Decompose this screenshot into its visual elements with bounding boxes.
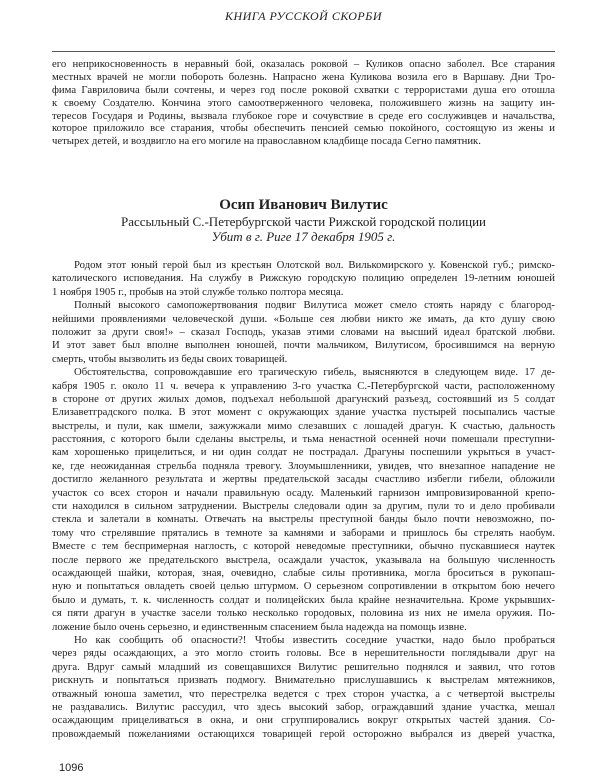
text-line: рискнуть и попытаться призвать подмогу. Внимательно прислушавшись к выстрелам мятежников, — [52, 674, 555, 687]
article-title: Осип Иванович Вилутис — [219, 197, 388, 213]
text-line: тому что стрелявшие прятались в темноте за камнями и заборами и пришлось бы стрелять наобум. — [52, 526, 555, 539]
text-line: достигло желанного результата и жертвы предательской засады счастливо избегли гибели, обложили — [52, 473, 555, 486]
text-line: провождаемый пожеланиями остающихся товарищей герой осторожно выбрался из дверей участка, — [52, 727, 555, 740]
paragraph — [52, 634, 555, 741]
text-line: фима Гавриловича были сочтены, и через год после роковой схватки с террористами душа его отошла — [52, 83, 555, 96]
running-title: КНИГА РУССКОЙ СКОРБИ — [224, 9, 382, 23]
text-line: кабря 1905 г. около 11 ч. вечера к управлению 3-го участка С.-Петербургской части, расположенному — [52, 379, 555, 392]
header-rule — [52, 51, 555, 52]
text-line: смерть, чтобы вызволить из беды своих товарищей. — [52, 352, 288, 365]
text-line: четырех детей, и воздвигло на его могиле на православном кладбище посада Сегно памятник. — [52, 135, 481, 148]
text-line: было и думать, т. к. численность солдат и полицейских была крайне незначительна. Кроме укрывших- — [52, 593, 555, 606]
text-line: осаждающей шайки, которая, зная, очевидно, слабые силы противника, могла броситься в рукопаш- — [52, 566, 555, 579]
text-line: ся пяти драгун в участке засели только несколько городовых, половина из них не имела оружия. По- — [52, 607, 555, 620]
article-subtitle-role: Рассыльный С.-Петербургской части Рижской городской полиции — [120, 214, 487, 229]
text-line: ложение было очень серьезно, и единственным спасением была надежда на помощь извне. — [52, 620, 467, 633]
text-line: в стороне от других жилых домов, подъехал небольшой драгунский разъезд, состоявший из 5 солдат — [52, 392, 555, 405]
page-number: 1096 — [59, 762, 84, 774]
paragraph — [52, 259, 555, 299]
text-line: участок со всех сторон и начали правильную осаду. Маленький гарнизон импровизированной крепо- — [52, 486, 555, 499]
text-line: ке, где неожиданная стрельба подняла тревогу. Злоумышленники, увидев, что внезапное нападение не — [52, 459, 555, 472]
text-line: после первого же предательского выстрела, осаждали участок, указывала на большую численность — [52, 553, 555, 566]
text-line: его неприкосновенность в неравный бой, оказалась роковой – Куликов опасно заболел. Все старания — [52, 58, 555, 70]
text-line: кам хорошенько прицелиться, и ни один солдат не пострадал. Драгуны поспешили укрыться в участ- — [52, 446, 555, 459]
text-line: Елизаветградского полка. В этот момент с окружающих здание участка пустырей посыпались частые — [52, 406, 555, 419]
text-line: положит за други своя!» – сказал Господь, указав этими словами на высший идеал братской любви. — [52, 325, 555, 338]
text-line: отважный юноша заметил, что перестрелка ведется с трех сторон участка, а с четвертой выстрелы — [52, 687, 555, 700]
text-line: расстояния, с которого были сделаны выстрелы, и тьма ненастной осенней ночи помешали преступни- — [52, 433, 555, 446]
text-line: Родом этот юный герой был из крестьян Олотской вол. Вилькомирского у. Ковенской губ.; римско- — [74, 259, 555, 271]
text-line: местных врачей не могли побороть болезнь. Напрасно жена Куликова возила его в Варшаву. Дни Тро- — [52, 70, 555, 83]
article-subtitle-death: Убит в г. Риге 17 декабря 1905 г. — [211, 229, 396, 244]
text-line: 1 ноября 1905 г., пробыв на этой службе только полтора месяца. — [52, 285, 344, 298]
text-line: сти находился в сильном затруднении. Выстрелы следовали один за другим, пули то и дело пробивали — [52, 500, 555, 513]
text-line: Вместе с тем беспримерная наглость, с которой неведомые преступники, обычно пускавшиеся наутек — [52, 540, 555, 553]
text-line: И этот завет был вполне выполнен юношей, почти мальчиком, Вилутисом, бросившимся на верную — [52, 339, 555, 352]
text-line: ную и попытаться овладеть своей целью штурмом. О серьезном сопротивлении в открытом бою нечего — [52, 580, 555, 593]
text-line: к своему Создателю. Кончина этого самоотверженного человека, положившего жизнь на защиту ин- — [52, 96, 555, 109]
article-body — [52, 259, 555, 741]
text-line: друга. Вдруг самый младший из совещавшихся Вилутис решительно поднялся и заявил, что готов — [52, 660, 555, 673]
text-line: осаждающим прицеливаться в окна, и они сгруппировались вокруг открытых частей здания. Со- — [52, 714, 555, 727]
text-line: Но как сообщить об опасности?! Чтобы известить соседние участки, надо было пробраться — [74, 633, 555, 646]
text-line: тересов Государя и Родины, вызвала глубокое горе и сочувствие в среде его сослуживцев и начальства, — [52, 109, 555, 122]
paragraph — [52, 366, 555, 634]
text-line: нейшими проявлениями человеческой души. «Больше сея любви никто же имать, да кто душу свою — [52, 312, 555, 325]
text-line: Обстоятельства, сопровождавшие его трагическую гибель, выясняются в следующем виде. 17 де- — [74, 366, 555, 379]
text-line: которое приложило все старания, чтобы обеспечить пенсией семью покойного, состоящую из жены и — [52, 122, 555, 135]
paragraph — [52, 58, 555, 148]
text-line: Полный высокого самопожертвования подвиг Вилутиса может смело стоять наряду с благород- — [74, 299, 555, 312]
text-line: стекла и залетали в комнаты. Отвечать на выстрелы преступной банды было почти невозможно, по- — [52, 513, 555, 526]
previous-article-text — [52, 58, 555, 148]
text-line: через ряды осаждающих, а это могло стоить головы. Все в нерешительности поглядывали друг на — [52, 647, 555, 660]
text-line: не раздавались. Вилутис рассудил, что здесь высокий забор, ограждавший здание участка, мешал — [52, 700, 555, 713]
paragraph — [52, 299, 555, 366]
text-line: выстрелы, и пули, как шмели, зажужжали мимо слезавших с лошадей драгун. К счастью, дальность — [52, 419, 555, 432]
text-line: католического исповедания. На службу в Рижскую городскую полицию определен 19-летним юношей — [52, 272, 555, 285]
